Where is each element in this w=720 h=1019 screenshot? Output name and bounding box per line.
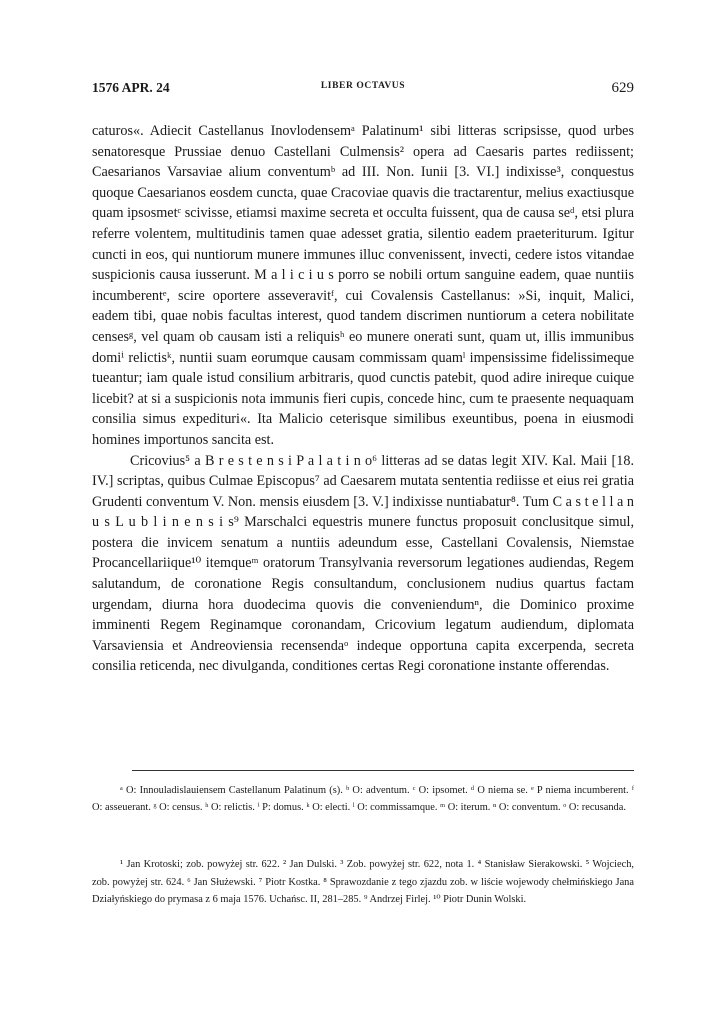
header-date: 1576 APR. 24 (92, 80, 170, 95)
critical-apparatus (92, 782, 634, 816)
main-text (92, 121, 634, 677)
footnotes (92, 856, 634, 909)
header-title: LIBER OCTAVUS (320, 81, 406, 91)
footnote-text: ¹ Jan Krotoski; zob. powyżej str. 622. ² Jan Dulski. ³ Zob. powyżej str. 622, nota 1. ⁴ Stanisław Sierakowski. ⁵ Wojciech, zob. powyżej str. 624. ⁶ Jan Służewski. ⁷ Piotr Kostka. ⁸ Sprawozdanie z tego zjazdu zob. w liście wojewody chełmińskiego Jana Działyńskiego do prymasa z 6 maja 1576. Uchańsc. II, 281–285. ⁹ Andrzej Firlej. ¹⁰ Piotr Dunin Wolski. (92, 859, 634, 906)
footnote-divider (132, 770, 634, 771)
running-header (92, 80, 634, 100)
page-number: 629 (611, 80, 634, 96)
apparatus-notes: ᵃ O: Innouladislauiensem Castellanum Palatinum (s). ᵇ O: adventum. ᶜ O: ipsomet. ᵈ O niema se. ᵉ P niema incumberent. ᶠ O: asseuerant. ᵍ O: census. ʰ O: relictis. ⁱ P: domus. ᵏ O: electi. ˡ O: commissamque. ᵐ O: iterum. ⁿ O: conventum. ᵒ O: recusanda. (92, 785, 634, 814)
paragraph-1: caturos«. Adiecit Castellanus Inovlodensemᵃ Palatinum¹ sibi litteras scripsisse, quod urbes senatoresque Prussiae denuo Castellani Culmensis² opera ad Caesaris partes rediissent; Caesarianos Varsaviae alium conventumᵇ ad III. Non. Iunii [3. VI.] indixisse³, conquestus quoque Caesarianos eosdem cuncta, quae Cracoviae quavis die tractarentur, melius exactiusque quam ipsosmetᶜ scivisse, etiamsi maxime secreta et occulta fuissent, qua de causa seᵈ, etsi plura referre volentem, multitudinis tamen quae adesset gratia, silentio eadem praeteriturum. Igitur cuncti in eos, qui nuntiorum munere immunes illuc convenissent, invecti, cedere istos vitandae suspicionis causa iusserunt. M a l i c i u s porro se nobili ortum sanguine eadem, quae nuntiis incumberentᵉ, scire oportere asseveravitᶠ, cui Covalensis Castellanus: »Si, inquit, Malici, eadem tibi, quae nobis facultas interest, quod tandem discrimen nuntiorum a cetera nobilitate censesᵍ, vel quam ob causam isti a reliquisʰ eo munere onerati sunt, quam ut, illis immunibus domiⁱ relictisᵏ, nuntii suam eorumque causam commissam quamˡ impensissime fidelissimeque tueantur; iam quale istud consilium arbitraris, quod cunctis patebit, quod adire inireque cuique licebit? at si a suspicionis nota immunis fieri cupis, concede hinc, cum te praesente nequaquam consilia simus expedituri«. Ita Malicio ceterisque similibus exeuntibus, poena in eiusmodi homines importunos sancita est. (92, 123, 634, 448)
paragraph-2: Cricovius⁵ a B r e s t e n s i P a l a t i n o⁶ litteras ad se datas legit XIV. Kal. Maii [18. IV.] scriptas, quibus Culmae Episcopus⁷ ad Caesarem mutata sententia rediisse et eius rei gratia Grudenti conventum V. Non. mensis eiusdem [3. V.] indixisse nuntiabatur⁸. Tum C a s t e l l a n u s L u b l i n e n s i s⁹ Marschalci equestris munere functus proposuit conclusitque simul, postera die invicem senatum a nuntiis adeundum esse, Castellani Covalensis, Niemstae Procancellariique¹⁰ itemqueᵐ oratorum Transylvania reversorum legationes audiendas, Regem salutandum, de coronatione Regis consultandum, conclusionem nudius quartus factam urgendam, diurna hora duodecima quovis die conveniendumⁿ, die Dominico proxime imminenti Regem Reginamque coronandam, Cricovium legatum audiendum, diplomata Varsaviensia et Andreoviensia recensendaᵒ indeque opportuna capita excerpenda, secreta consilia reticenda, nec divulganda, conditiones certas Regi coronatione instante offerendas. (92, 452, 634, 675)
